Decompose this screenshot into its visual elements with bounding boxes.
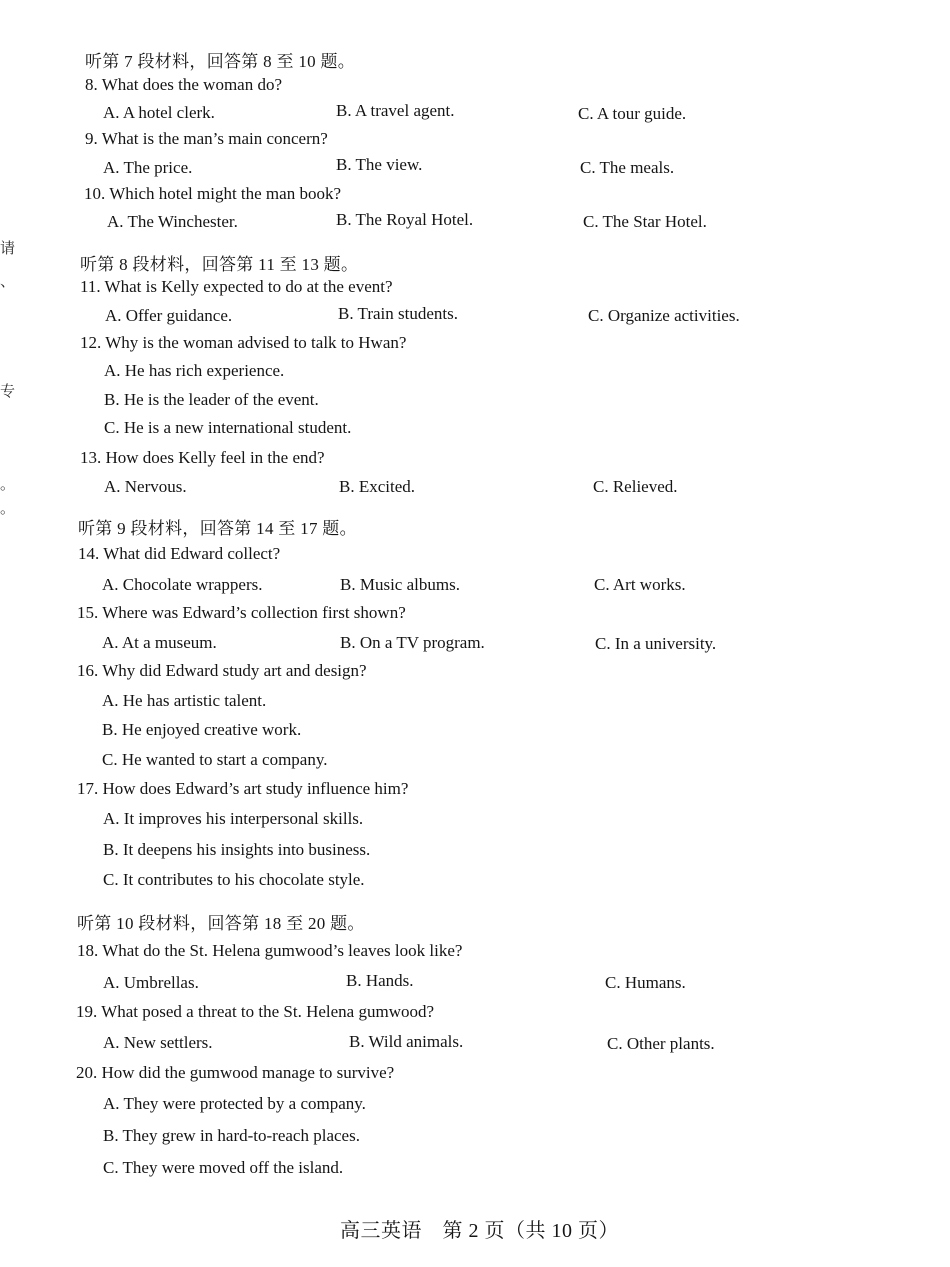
option-c: C. He wanted to start a company.: [102, 750, 328, 769]
option-a: A. A hotel clerk.: [103, 103, 215, 122]
option-a: A. The price.: [103, 158, 193, 177]
option-c: C. Other plants.: [607, 1034, 715, 1053]
option-a: A. Offer guidance.: [105, 306, 233, 325]
option-a: A. Umbrellas.: [103, 973, 199, 992]
option-b: B. Wild animals.: [349, 1032, 464, 1051]
question-text: 18. What do the St. Helena gumwood’s leaves look like?: [77, 941, 463, 960]
option-b: B. They grew in hard-to-reach places.: [103, 1126, 360, 1145]
option-b: B. He is the leader of the event.: [104, 390, 319, 409]
question-text: 16. Why did Edward study art and design?: [77, 661, 367, 680]
margin-mark: 。: [0, 501, 16, 517]
margin-mark: 请: [0, 241, 16, 257]
option-b: B. He enjoyed creative work.: [102, 720, 302, 739]
question-text: 13. How does Kelly feel in the end?: [80, 448, 325, 467]
option-b: B. The Royal Hotel.: [336, 210, 474, 229]
margin-mark: 。: [0, 477, 16, 493]
option-c: C. Art works.: [594, 575, 686, 594]
option-c: C. Humans.: [605, 973, 686, 992]
option-c: C. Relieved.: [593, 477, 678, 496]
option-a: A. New settlers.: [103, 1033, 213, 1052]
question-text: 15. Where was Edward’s collection first shown?: [77, 603, 406, 622]
option-b: B. Train students.: [338, 304, 458, 323]
section-heading: 听第 7 段材料，回答第 8 至 10 题。: [85, 52, 356, 71]
option-b: B. A travel agent.: [336, 101, 455, 120]
section-heading: 听第 8 段材料，回答第 11 至 13 题。: [80, 255, 359, 274]
option-a: A. It improves his interpersonal skills.: [103, 809, 364, 828]
question-text: 11. What is Kelly expected to do at the event?: [80, 277, 393, 296]
option-c: C. He is a new international student.: [104, 418, 352, 437]
option-c: C. Organize activities.: [588, 306, 740, 325]
question-text: 17. How does Edward’s art study influence him?: [77, 779, 409, 798]
option-b: B. Hands.: [346, 971, 414, 990]
option-c: C. They were moved off the island.: [103, 1158, 344, 1177]
option-b: B. On a TV program.: [340, 633, 485, 652]
option-a: A. He has artistic talent.: [102, 691, 267, 710]
question-text: 19. What posed a threat to the St. Helena gumwood?: [76, 1002, 435, 1021]
option-a: A. Nervous.: [104, 477, 187, 496]
question-text: 10. Which hotel might the man book?: [84, 184, 342, 203]
question-text: 12. Why is the woman advised to talk to Hwan?: [80, 333, 407, 352]
margin-mark: 专: [0, 384, 16, 400]
question-text: 14. What did Edward collect?: [78, 544, 281, 563]
page-footer: 高三英语 第 2 页（共 10 页）: [340, 1220, 619, 1242]
option-c: C. A tour guide.: [578, 104, 687, 123]
option-b: B. Excited.: [339, 477, 416, 496]
question-text: 9. What is the man’s main concern?: [85, 129, 328, 148]
question-text: 8. What does the woman do?: [85, 75, 283, 94]
option-c: C. The Star Hotel.: [583, 212, 707, 231]
option-c: C. In a university.: [595, 634, 717, 653]
option-c: C. The meals.: [580, 158, 675, 177]
option-a: A. He has rich experience.: [104, 361, 285, 380]
option-b: B. It deepens his insights into business.: [103, 840, 371, 859]
option-a: A. The Winchester.: [107, 212, 238, 231]
margin-mark: 、: [0, 274, 16, 290]
option-b: B. Music albums.: [340, 575, 460, 594]
section-heading: 听第 9 段材料，回答第 14 至 17 题。: [78, 519, 357, 538]
section-heading: 听第 10 段材料，回答第 18 至 20 题。: [77, 914, 365, 933]
option-a: A. Chocolate wrappers.: [102, 575, 263, 594]
option-a: A. At a museum.: [102, 633, 217, 652]
option-b: B. The view.: [336, 155, 423, 174]
option-c: C. It contributes to his chocolate style.: [103, 870, 365, 889]
question-text: 20. How did the gumwood manage to survive?: [76, 1063, 395, 1082]
option-a: A. They were protected by a company.: [103, 1094, 366, 1113]
